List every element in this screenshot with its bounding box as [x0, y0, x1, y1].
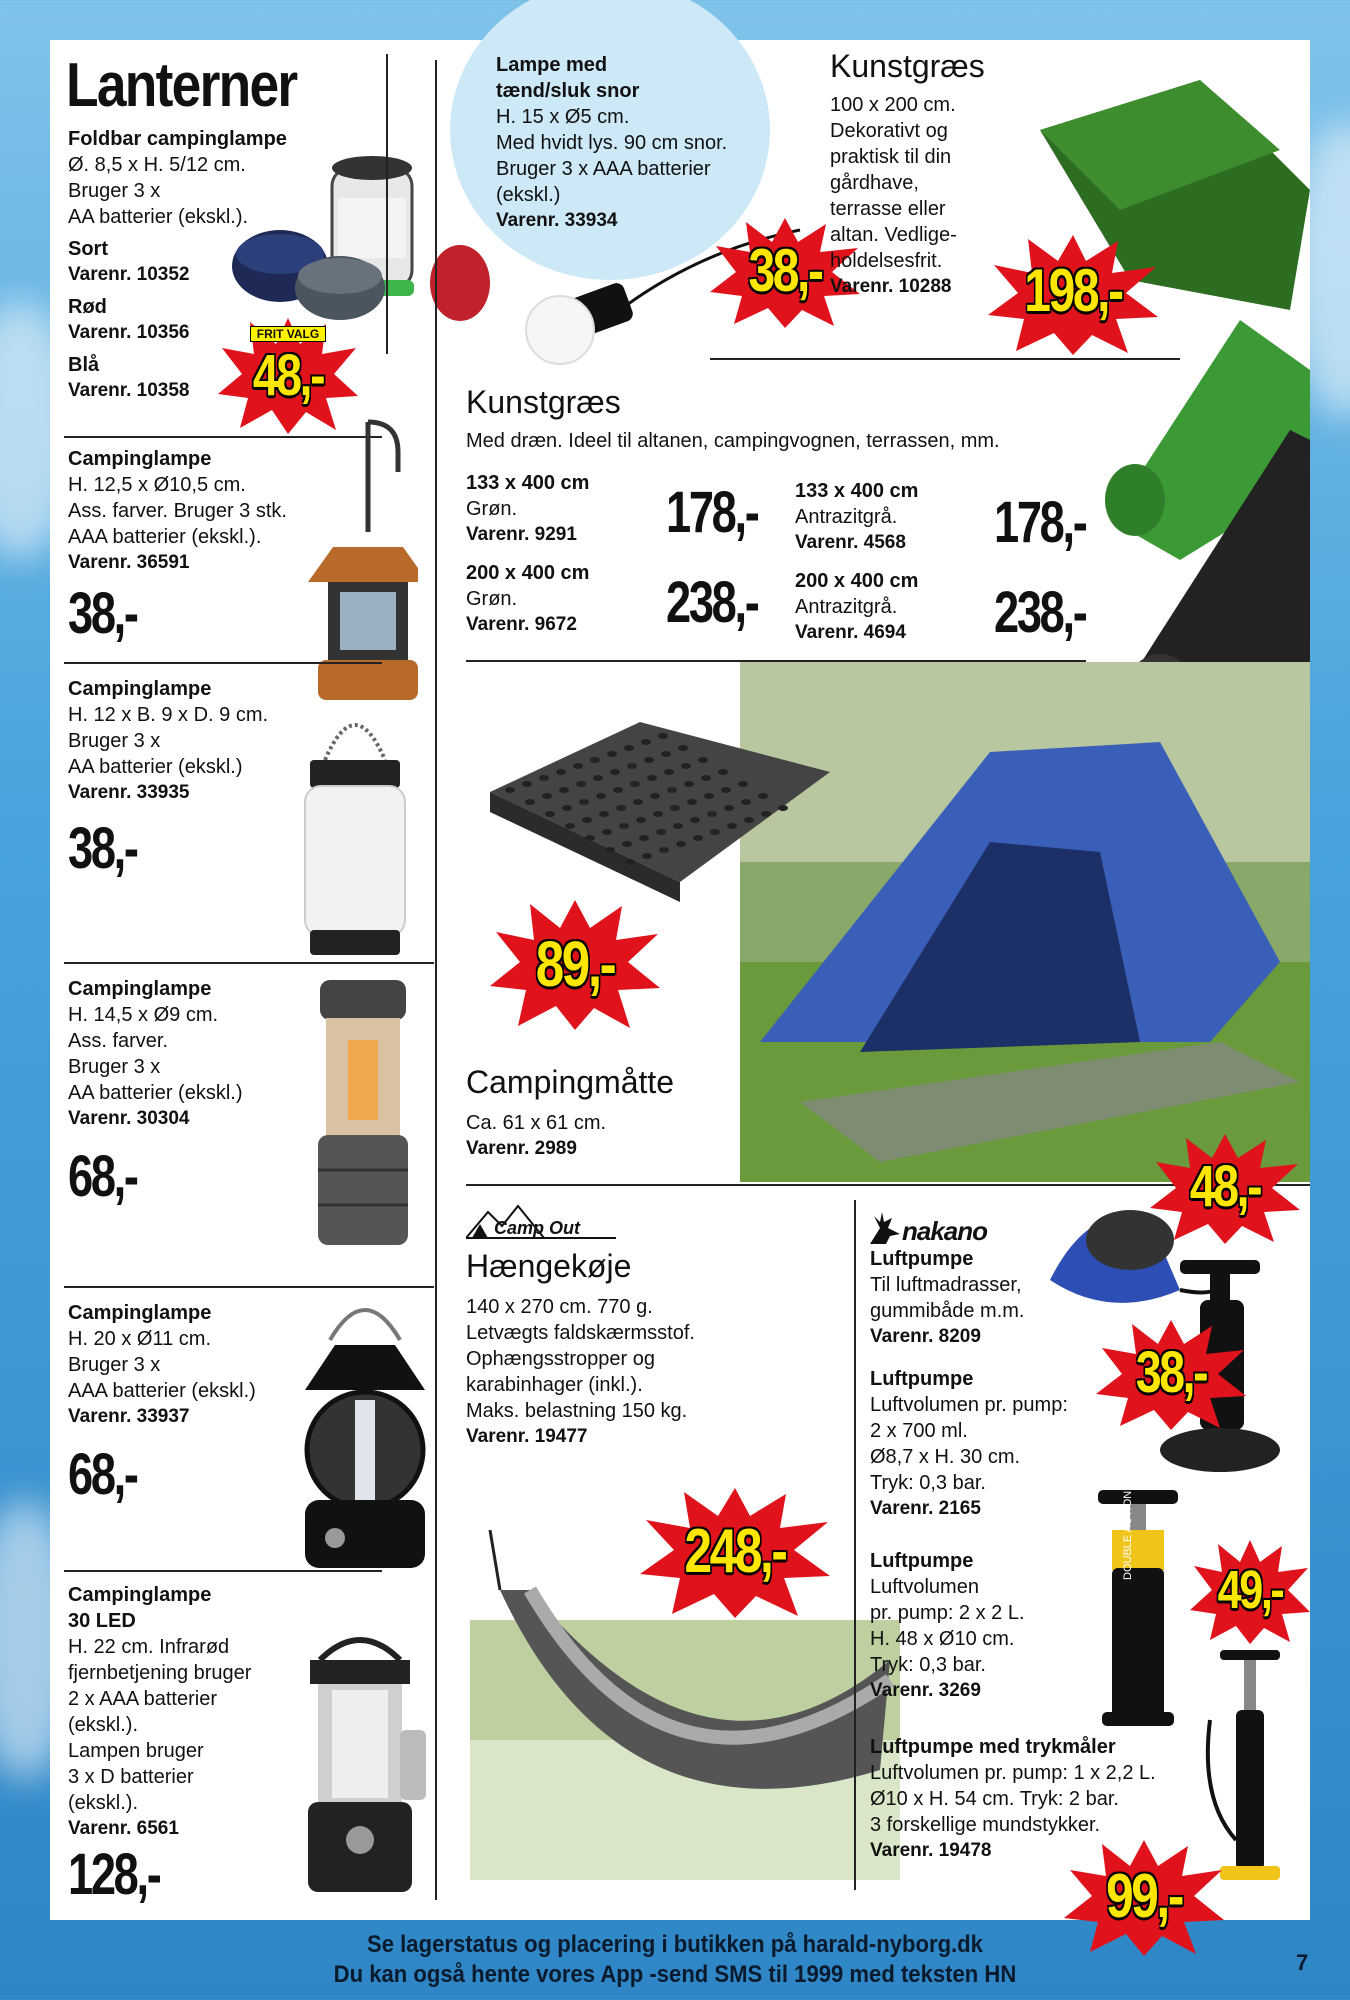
price-label: 68,- [68, 1144, 137, 1209]
mat-hole [684, 781, 694, 787]
variant-size: 200 x 400 cm [466, 562, 590, 584]
product-title: Luftpumpe [870, 1368, 974, 1390]
product-sku: Varenr. 33937 [68, 1406, 190, 1427]
product-haengekoeje [466, 1294, 786, 1450]
column-divider [386, 54, 388, 354]
product-line: H. 15 x Ø5 cm. [496, 106, 630, 128]
mat-hole [599, 811, 609, 817]
product-line: Ø10 x H. 54 cm. Tryk: 2 bar. [870, 1788, 1119, 1810]
product-line: Ø. 8,5 x H. 5/12 cm. [68, 154, 246, 176]
variant-name: Rød [68, 296, 107, 318]
footer-line-2: Du kan også hente vores App -send SMS til 1999 med teksten HN [333, 1961, 1017, 1988]
mat-hole [676, 841, 686, 847]
product-sku: Varenr. 4694 [795, 622, 906, 643]
mat-hole [593, 775, 603, 781]
product-sku: Varenr. 10288 [830, 276, 952, 297]
price-label: 238,- [994, 580, 1086, 645]
section-subtitle: Med dræn. Ideel til altanen, campingvognen, terrassen, mm. [466, 430, 1000, 452]
black-lantern-image [295, 1290, 435, 1590]
campout-logo [466, 1204, 616, 1249]
product-line: Ø8,7 x H. 30 cm. [870, 1446, 1021, 1468]
mat-hole [622, 841, 632, 847]
product-line: Bruger 3 x [68, 730, 161, 752]
product-title: tænd/sluk snor [496, 80, 640, 102]
column-divider [854, 1200, 856, 1890]
mat-hole [522, 781, 532, 787]
product-line: AAA batterier (ekskl.). [68, 526, 262, 548]
product-line: terrasse eller [830, 198, 946, 220]
product-line: H. 12,5 x Ø10,5 cm. [68, 474, 246, 496]
mat-hole [625, 859, 635, 865]
product-line: pr. pump: 2 x 2 L. [870, 1602, 1025, 1624]
product-title: Campinglampe [68, 448, 212, 470]
mat-hole [656, 829, 666, 835]
product-line: Ca. 61 x 61 cm. [466, 1112, 607, 1134]
product-line: Luftvolumen [870, 1576, 979, 1598]
product-sku: Varenr. 3269 [870, 1680, 981, 1701]
product-line: Til luftmadrasser, [870, 1274, 1022, 1296]
mat-hole [650, 793, 660, 799]
brand-name: Camp Out [494, 1218, 581, 1238]
product-line: Luftvolumen pr. pump: [870, 1394, 1068, 1416]
product-sku: Varenr. 10356 [68, 322, 190, 343]
mat-hole [556, 769, 566, 775]
catalog-page [50, 40, 1310, 1931]
mat-hole [653, 811, 663, 817]
mat-hole [542, 793, 552, 799]
product-title: Luftpumpe [870, 1550, 974, 1572]
mat-hole [678, 745, 688, 751]
mat-hole [619, 823, 629, 829]
mat-hole [565, 823, 575, 829]
product-sku: Varenr. 19477 [466, 1426, 588, 1447]
product-line: 100 x 200 cm. [830, 94, 956, 116]
product-line: Dekorativt og [830, 120, 948, 142]
product-line: Bruger 3 x [68, 1354, 161, 1376]
product-sku: Varenr. 4568 [795, 532, 906, 553]
section-heading-haengekoeje: Hængekøje [466, 1248, 632, 1284]
mat-hole [664, 769, 674, 775]
product-line: 3 forskellige mundstykker. [870, 1814, 1101, 1836]
mat-hole [607, 751, 617, 757]
product-line: 2 x 700 ml. [870, 1420, 968, 1442]
mat-hole [605, 847, 615, 853]
white-lantern-image [295, 680, 415, 970]
product-line: altan. Vedlige- [830, 224, 957, 246]
mat-hole [673, 823, 683, 829]
mat-hole [590, 757, 600, 763]
price-label: 48,- [1189, 1154, 1261, 1219]
footer-line-1: Se lagerstatus og placering i butikken på harald-nyborg.dk [367, 1931, 983, 1958]
mat-hole [761, 811, 771, 817]
variant-name: Sort [68, 238, 108, 260]
mat-hole [610, 769, 620, 775]
mat-hole [596, 793, 606, 799]
product-line: AA batterier (ekskl.) [68, 756, 243, 778]
product-title: Lampe med [496, 54, 608, 76]
price-label: 38,- [748, 237, 822, 304]
grass-variant-9672 [466, 560, 636, 638]
price-label: 198,- [1024, 257, 1122, 324]
product-sku: Varenr. 10358 [68, 380, 190, 401]
grass-variant-9291 [466, 470, 636, 548]
product-line: H. 14,5 x Ø9 cm. [68, 1004, 219, 1026]
product-line: Ass. farver. Bruger 3 stk. [68, 500, 287, 522]
mat-hole [525, 799, 535, 805]
product-luftpumpe-8209 [870, 1246, 1130, 1350]
product-line: Letvægts faldskærmsstof. [466, 1322, 695, 1344]
price-label: 99,- [1106, 1862, 1182, 1931]
section-heading-lanterns: Lanterner [66, 51, 297, 120]
mat-hole [627, 763, 637, 769]
mat-hole [681, 763, 691, 769]
product-sku: Varenr. 19478 [870, 1840, 992, 1861]
product-line: gummibåde m.m. [870, 1300, 1025, 1322]
mat-hole [585, 835, 595, 841]
mat-hole [661, 751, 671, 757]
product-line: 140 x 270 cm. 770 g. [466, 1296, 653, 1318]
price-burst [490, 900, 660, 1030]
product-line: Tryk: 0,3 bar. [870, 1472, 986, 1494]
section-heading-campingmaatte: Campingmåtte [466, 1064, 675, 1100]
mat-hole [741, 799, 751, 805]
camping-mat-image [470, 702, 830, 902]
pump-label: DOUBLE ACTION [1122, 1490, 1134, 1580]
product-line: H. 48 x Ø10 cm. [870, 1628, 1015, 1650]
product-sku: Varenr. 33934 [496, 210, 618, 231]
product-title: Luftpumpe med trykmåler [870, 1736, 1116, 1758]
mat-hole [505, 787, 515, 793]
deer-icon [866, 1208, 906, 1248]
product-sku: Varenr. 2165 [870, 1498, 981, 1519]
product-line: Ophængsstropper og [466, 1348, 656, 1370]
mat-hole [758, 793, 768, 799]
section-heading-kunstgraes: Kunstgræs [830, 48, 985, 84]
product-title: Campinglampe [68, 1584, 212, 1606]
price-label: 38,- [68, 816, 137, 881]
product-line: 2 x AAA batterier [68, 1688, 217, 1710]
product-line: AA batterier (ekskl.). [68, 206, 249, 228]
product-line: Bruger 3 x [68, 180, 161, 202]
copper-lantern-image [298, 402, 418, 714]
mat-hole [744, 817, 754, 823]
product-line: H. 20 x Ø11 cm. [68, 1328, 212, 1350]
product-line: H. 12 x B. 9 x D. 9 cm. [68, 704, 269, 726]
variant-color: Grøn. [466, 498, 518, 520]
product-line: AA batterier (ekskl.) [68, 1082, 243, 1104]
mat-hole [539, 775, 549, 781]
divider [64, 1570, 382, 1572]
mat-hole [630, 781, 640, 787]
product-title-2: 30 LED [68, 1610, 136, 1632]
divider [64, 1286, 434, 1288]
led-lantern-image [290, 1620, 440, 1920]
product-sku: Varenr. 36591 [68, 552, 190, 573]
brand-name: nakano [902, 1216, 988, 1246]
product-sku: Varenr. 10352 [68, 264, 190, 285]
product-line: gårdhave, [830, 172, 919, 194]
product-line: 3 x D batterier [68, 1766, 194, 1788]
variant-color: Antrazitgrå. [795, 506, 898, 528]
price-burst [640, 1488, 830, 1618]
price-burst [1150, 1134, 1300, 1244]
mat-hole [710, 829, 720, 835]
product-line: praktisk til din [830, 146, 952, 168]
product-line: (ekskl.). [68, 1714, 138, 1736]
mat-hole [579, 799, 589, 805]
mat-hole [667, 787, 677, 793]
product-title: Campinglampe [68, 978, 212, 1000]
product-line: karabinhager (inkl.). [466, 1374, 643, 1396]
column-divider [435, 60, 437, 1900]
product-line: holdelsesfrit. [830, 250, 943, 272]
mat-hole [641, 739, 651, 745]
price-label: 178,- [666, 480, 758, 545]
product-line: fjernbetjening bruger [68, 1662, 252, 1684]
mat-hole [576, 781, 586, 787]
mat-hole [659, 847, 669, 853]
mat-hole [639, 835, 649, 841]
price-label: 238,- [666, 570, 758, 635]
product-sku: Varenr. 9672 [466, 614, 577, 635]
mat-hole [613, 787, 623, 793]
product-line: Tryk: 0,3 bar. [870, 1654, 986, 1676]
product-campingmaatte [466, 1110, 726, 1162]
mat-hole [633, 799, 643, 805]
variant-size: 200 x 400 cm [795, 570, 919, 592]
mat-hole [704, 793, 714, 799]
mat-hole [687, 799, 697, 805]
price-label: 178,- [994, 490, 1086, 555]
mat-hole [724, 805, 734, 811]
mat-hole [701, 775, 711, 781]
price-burst [1190, 1540, 1330, 1644]
grass-variant-4568 [795, 478, 965, 556]
mat-hole [698, 757, 708, 763]
mat-hole [573, 763, 583, 769]
product-line: Maks. belastning 150 kg. [466, 1400, 688, 1422]
mat-hole [707, 811, 717, 817]
product-sku: Varenr. 8209 [870, 1326, 981, 1347]
mat-hole [616, 805, 626, 811]
price-label: 248,- [684, 1517, 786, 1586]
product-line: (ekskl.) [496, 184, 561, 206]
price-label: 89,- [535, 928, 615, 1000]
divider [64, 962, 434, 964]
mat-hole [693, 835, 703, 841]
product-line: Lampen bruger [68, 1740, 204, 1762]
page-number: 7 [1296, 1950, 1309, 1975]
product-title: Campinglampe [68, 678, 212, 700]
product-sku: Varenr. 30304 [68, 1108, 190, 1129]
mat-hole [602, 829, 612, 835]
product-sku: Varenr. 9291 [466, 524, 577, 545]
mat-hole [582, 817, 592, 823]
mat-hole [624, 745, 634, 751]
variant-size: 133 x 400 cm [795, 480, 919, 502]
price-label: 49,- [1217, 1560, 1283, 1620]
mat-hole [658, 733, 668, 739]
grass-variant-4694 [795, 568, 965, 646]
product-sku: Varenr. 33935 [68, 782, 190, 803]
variant-size: 133 x 400 cm [466, 472, 590, 494]
mat-hole [721, 787, 731, 793]
mat-hole [562, 805, 572, 811]
mat-hole [636, 817, 646, 823]
product-line: AAA batterier (ekskl.) [68, 1380, 256, 1402]
variant-name: Blå [68, 354, 100, 376]
product-line: (ekskl.). [68, 1792, 138, 1814]
mat-hole [559, 787, 569, 793]
price-label: 68,- [68, 1442, 137, 1507]
product-title: Campinglampe [68, 1302, 212, 1324]
mat-hole [738, 781, 748, 787]
product-line: Luftvolumen pr. pump: 1 x 2,2 L. [870, 1762, 1156, 1784]
variant-color: Antrazitgrå. [795, 596, 898, 618]
product-title: Foldbar campinglampe [68, 128, 287, 150]
price-label: 38,- [1135, 1340, 1207, 1405]
product-line: Med hvidt lys. 90 cm snor. [496, 132, 728, 154]
product-line: Bruger 3 x AAA batterier [496, 158, 711, 180]
mat-hole [778, 805, 788, 811]
mat-hole [545, 811, 555, 817]
frit-valg-badge: FRIT VALG [256, 327, 320, 341]
mat-hole [718, 769, 728, 775]
product-line: Ass. farver. [68, 1030, 169, 1052]
mat-hole [644, 757, 654, 763]
product-sku: Varenr. 6561 [68, 1818, 179, 1839]
price-label: 38,- [68, 581, 137, 646]
product-luftpumpe-3269 [870, 1548, 1090, 1704]
mat-hole [647, 775, 657, 781]
mat-hole [670, 805, 680, 811]
section-heading-kunstgraes-draen: Kunstgræs [466, 384, 621, 420]
mat-hole [727, 823, 737, 829]
product-line: Bruger 3 x [68, 1056, 161, 1078]
divider [64, 662, 382, 664]
product-sku: Varenr. 2989 [466, 1138, 577, 1159]
product-title: Luftpumpe [870, 1248, 974, 1270]
product-cord-lamp [496, 52, 776, 234]
product-line: H. 22 cm. Infrarød [68, 1636, 230, 1658]
mat-hole [642, 853, 652, 859]
price-label: 48,- [252, 343, 324, 408]
mat-hole [690, 817, 700, 823]
price-label: 128,- [68, 1842, 160, 1907]
grey-lantern-image [300, 970, 420, 1270]
variant-color: Grøn. [466, 588, 518, 610]
